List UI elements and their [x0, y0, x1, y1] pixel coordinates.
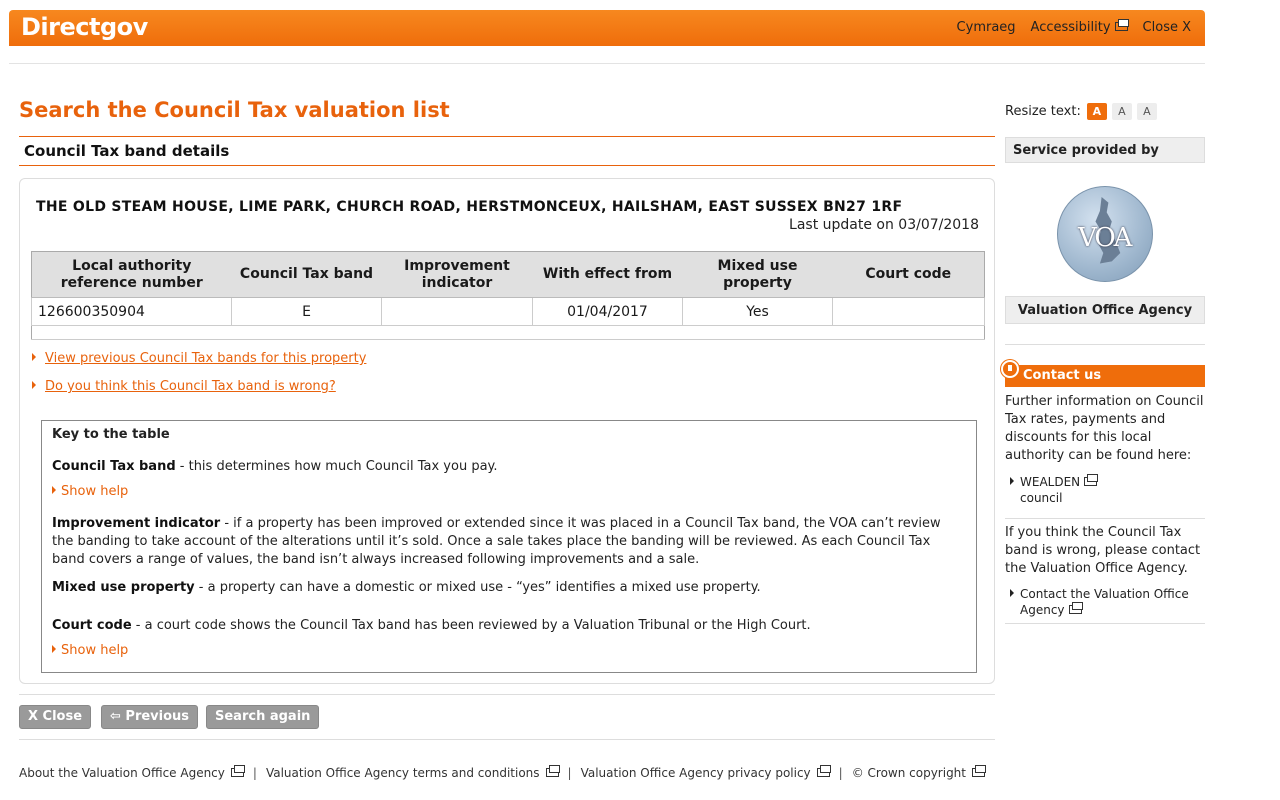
cell-improvement	[382, 298, 533, 326]
key-band-term: Council Tax band	[52, 459, 176, 474]
col-header-mixed-use: Mixed use property	[683, 252, 833, 298]
text-size-medium[interactable]: A	[1112, 103, 1132, 120]
key-improvement-desc: - if a property has been improved or extended since it was placed in a Council Tax band, the VOA can’t review the banding to take account of the alterations until it’s sold. Once a sale takes place the banding will be reviewed. As each Council Tax band covers a range of values, the band isn’t always increased following improvements and a sale.	[52, 516, 941, 567]
col-header-reference: Local authority reference number	[32, 252, 232, 298]
footer-copyright-link[interactable]	[852, 766, 985, 780]
contact-text: Further information on Council Tax rates, payments and discounts for this local authority can be found here:	[1005, 394, 1204, 463]
arrow-right-icon	[1010, 589, 1014, 597]
footer-separator: |	[252, 766, 257, 780]
cymraeg-link[interactable]: Cymraeg	[956, 20, 1016, 35]
col-header-effect-date: With effect from	[533, 252, 683, 298]
col-header-band: Council Tax band	[232, 252, 382, 298]
key-mixed-desc: - a property can have a domestic or mixed use - “yes” identifies a mixed use property.	[194, 580, 761, 595]
arrow-right-icon	[52, 645, 56, 653]
arrow-right-icon	[1010, 477, 1014, 485]
footer-separator: |	[838, 766, 843, 780]
external-window-icon	[1084, 477, 1097, 486]
page-title: Search the Council Tax valuation list	[19, 98, 450, 122]
external-window-icon	[231, 768, 244, 777]
wealden-council-link[interactable]	[1010, 474, 1097, 506]
council-link-label: WEALDEN	[1020, 475, 1081, 489]
sidebar-divider	[1005, 344, 1205, 345]
footer-links	[19, 766, 985, 780]
cell-effect-date: 01/04/2017	[533, 298, 683, 326]
property-address: THE OLD STEAM HOUSE, LIME PARK, CHURCH ROAD, HERSTMONCEUX, HAILSHAM, EAST SUSSEX BN27 1RF	[36, 199, 903, 215]
footer-privacy-link[interactable]	[581, 766, 830, 780]
resize-text-control	[1005, 103, 1157, 120]
header-divider	[9, 63, 1205, 64]
footer-separator: |	[567, 766, 572, 780]
key-improvement-text	[52, 515, 966, 569]
key-court-text	[52, 617, 966, 635]
footer-privacy-label: Valuation Office Agency privacy policy	[580, 766, 811, 780]
key-mixed-term: Mixed use property	[52, 580, 195, 595]
footer-terms-link[interactable]	[266, 766, 559, 780]
search-again-button[interactable]: Search again	[206, 705, 319, 729]
subtitle-rule	[19, 165, 995, 166]
header-bar	[9, 10, 1205, 46]
service-heading: Service provided by	[1005, 137, 1205, 163]
table-spacer-row	[32, 326, 985, 340]
arrow-right-icon	[52, 486, 56, 494]
show-help-label: Show help	[61, 643, 129, 658]
buttons-divider-bottom	[19, 739, 995, 740]
band-table	[31, 251, 985, 340]
last-update: Last update on 03/07/2018	[789, 217, 979, 233]
external-window-icon	[817, 768, 830, 777]
text-size-small[interactable]: A	[1087, 103, 1107, 120]
sidebar-divider	[1005, 623, 1205, 624]
band-wrong-label: Do you think this Council Tax band is wrong?	[45, 379, 336, 394]
external-window-icon	[1115, 22, 1128, 31]
council-link-label-2: council	[1020, 491, 1063, 505]
previous-bands-link[interactable]	[32, 351, 366, 366]
key-improvement-term: Improvement indicator	[52, 516, 221, 531]
show-help-link[interactable]	[52, 643, 128, 658]
key-panel	[41, 420, 977, 673]
section-subtitle: Council Tax band details	[24, 142, 230, 160]
arrow-right-icon	[32, 381, 36, 389]
show-help-label: Show help	[61, 484, 129, 499]
previous-label: Previous	[125, 709, 190, 724]
text-size-large[interactable]: A	[1137, 103, 1157, 120]
accessibility-link[interactable]	[1031, 20, 1128, 35]
accessibility-label: Accessibility	[1030, 20, 1111, 35]
key-band-desc: - this determines how much Council Tax you pay.	[175, 459, 498, 474]
col-header-improvement: Improvement indicator	[382, 252, 533, 298]
footer-copyright-label: © Crown copyright	[851, 766, 966, 780]
voa-logo-text: VOA	[1078, 223, 1131, 253]
voa-logo[interactable]	[1057, 186, 1153, 282]
key-band-text	[52, 458, 966, 476]
cell-mixed-use: Yes	[683, 298, 833, 326]
buttons-divider-top	[19, 694, 995, 695]
footer-about-link[interactable]	[19, 766, 244, 780]
service-name: Valuation Office Agency	[1005, 296, 1205, 324]
external-window-icon	[972, 768, 985, 777]
key-court-desc: - a court code shows the Council Tax band has been reviewed by a Valuation Tribunal or the High Court.	[131, 618, 811, 633]
contact-voa-label: Contact the Valuation Office	[1020, 587, 1189, 601]
contact-heading: Contact us	[1005, 365, 1205, 387]
contact-voa-link[interactable]	[1010, 586, 1189, 618]
resize-label: Resize text:	[1005, 104, 1081, 119]
external-window-icon	[546, 768, 559, 777]
external-window-icon	[1069, 605, 1082, 614]
cell-reference: 126600350904	[32, 298, 232, 326]
contact-badge-icon	[1001, 360, 1019, 378]
footer-about-label: About the Valuation Office Agency	[19, 766, 225, 780]
close-button[interactable]: X Close	[19, 705, 91, 729]
contact-voa-label-2: Agency	[1020, 603, 1065, 617]
key-title: Key to the table	[52, 427, 170, 442]
footer-terms-label: Valuation Office Agency terms and conditions	[265, 766, 540, 780]
sidebar-divider	[1005, 518, 1205, 519]
arrow-right-icon	[32, 353, 36, 361]
previous-bands-label: View previous Council Tax bands for this property	[45, 351, 367, 366]
header-links	[957, 20, 1191, 35]
details-panel	[19, 178, 995, 684]
directgov-logo[interactable]: Directgov	[21, 13, 148, 41]
table-row	[32, 298, 985, 326]
close-link[interactable]: Close X	[1142, 20, 1191, 35]
previous-button[interactable]	[101, 705, 198, 729]
key-court-term: Court code	[52, 618, 132, 633]
key-mixed-text	[52, 579, 966, 597]
band-wrong-link[interactable]	[32, 379, 336, 394]
contact-voa-line-2	[1010, 602, 1189, 618]
title-rule	[19, 136, 995, 137]
band-wrong-text: If you think the Council Tax band is wrong, please contact the Valuation Office Agency.	[1005, 525, 1201, 576]
cell-court-code	[833, 298, 985, 326]
show-help-link[interactable]	[52, 484, 128, 499]
col-header-court-code: Court code	[833, 252, 985, 298]
arrow-left-icon: ⇦	[110, 709, 126, 724]
cell-band: E	[232, 298, 382, 326]
